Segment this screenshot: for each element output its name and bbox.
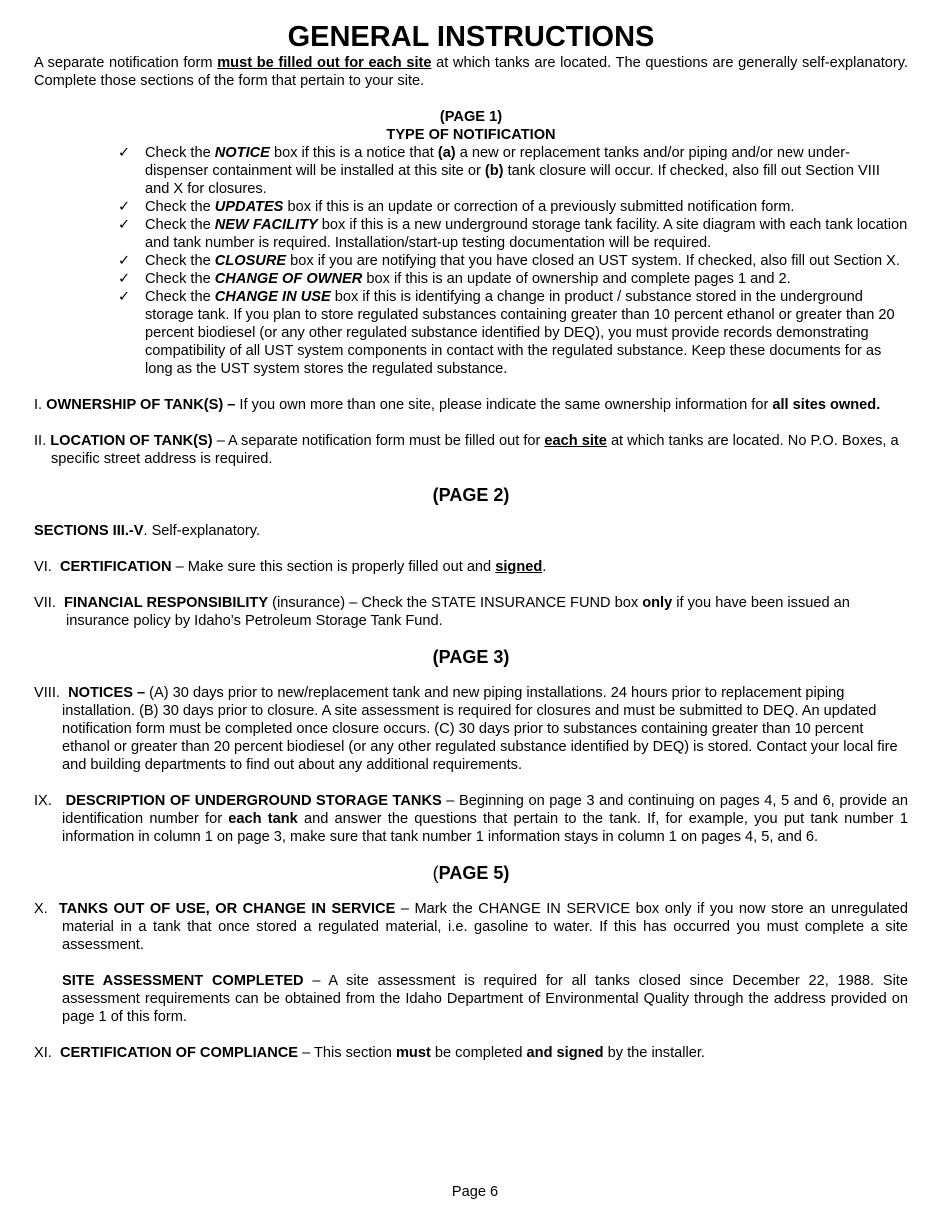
- section-certification-compliance: XI. CERTIFICATION OF COMPLIANCE – This section must be completed and signed by the installer.: [34, 1045, 705, 1061]
- page-title: GENERAL INSTRUCTIONS: [287, 21, 655, 53]
- check-change-in-use: ✓ Check the CHANGE IN USE box if this is identifying a change in product / substance stored in the underground storage tank. If you plan to store regulated substances containing greater than 10 percent ethanol or greater than 20 percent biodiesel (or any other regulated substance identified by DEQ), you must provide records demonstrating compatibility of all UST system components in contact with the regulated substance. Keep these documents for as long as the UST system stores the regulated substance.: [118, 289, 895, 377]
- check-notice: ✓ Check the NOTICE box if this is a notice that (a) a new or replacement tanks and/or piping and/or new under-dispenser containment will be installed at this site or (b) tank closure will occur. If checked, also fill out Section VIII and X for closures.: [118, 145, 880, 197]
- check-change-of-owner: ✓ Check the CHANGE OF OWNER box if this is an update of ownership and complete pages 1 and 2.: [118, 271, 791, 287]
- sections-3-5: SECTIONS III.-V. Self-explanatory.: [34, 523, 261, 539]
- section-notices: VIII. NOTICES – (A) 30 days prior to new/replacement tank and new piping installations. 24 hours prior to replacement piping installation. (B) 30 days prior to closure. A site assessment is required for closures and must be submitted to DEQ. An updated notification form must be completed once closure occurs. (C) 30 days prior to substances containing greater than 10 percent ethanol or greater than 20 percent biodiesel (or any other regulated substance identified by DEQ) is stored. Contact your local fire and building departments to find out about any additional requirements.: [34, 685, 898, 773]
- page2-heading: (PAGE 2): [432, 485, 510, 505]
- section-tank-description: IX. DESCRIPTION OF UNDERGROUND STORAGE TANKS – Beginning on page 3 and continuing on pages 4, 5 and 6, provide an identification number for each tank and answer the questions that pertain to the tank. If, for example, you put tank number 1 information in column 1 on page 3, make sure that tank number 1 information stays in column 1 on pages 4, 5, and 6.: [34, 793, 908, 845]
- check-updates: ✓ Check the UPDATES box if this is an update or correction of a previously submitted notification form.: [118, 199, 795, 215]
- notification-type-heading: TYPE OF NOTIFICATION: [386, 127, 556, 143]
- check-closure: ✓ Check the CLOSURE box if you are notifying that you have closed an UST system. If checked, also fill out Section X.: [118, 253, 900, 269]
- checkmark-icon: ✓: [118, 253, 131, 269]
- page1-label: (PAGE 1): [439, 109, 503, 125]
- notification-checklist: [34, 144, 908, 378]
- page-number: Page 6: [451, 1184, 499, 1200]
- section-financial-responsibility: VII. FINANCIAL RESPONSIBILITY (insurance) – Check the STATE INSURANCE FUND box only if you have been issued an insurance policy by Idaho’s Petroleum Storage Tank Fund.: [34, 595, 850, 629]
- page5-heading: (PAGE 5): [432, 863, 510, 883]
- checkmark-icon: ✓: [118, 217, 131, 233]
- document-page: [34, 20, 908, 1062]
- check-new-facility: ✓ Check the NEW FACILITY box if this is a new underground storage tank facility. A site diagram with each tank location and tank number is required. Installation/start-up testing documentation will be required.: [118, 217, 908, 251]
- checkmark-icon: ✓: [118, 145, 131, 161]
- checkmark-icon: ✓: [118, 199, 131, 215]
- section-location: II. LOCATION OF TANK(S) – A separate notification form must be filled out for each site at which tanks are located. No P.O. Boxes, a specific street address is required.: [34, 433, 899, 467]
- section-certification: VI. CERTIFICATION – Make sure this section is properly filled out and signed.: [34, 559, 547, 575]
- checkmark-icon: ✓: [118, 271, 131, 287]
- intro-paragraph: A separate notification form must be filled out for each site at which tanks are located. The questions are generally self-explanatory. Complete those sections of the form that pertain to your site.: [34, 55, 908, 89]
- page3-heading: (PAGE 3): [432, 647, 510, 667]
- section-ownership: I. OWNERSHIP OF TANK(S) – If you own more than one site, please indicate the same ownership information for all sites owned.: [34, 397, 881, 413]
- checkmark-icon: ✓: [118, 289, 131, 305]
- section-tanks-out-of-use: X. TANKS OUT OF USE, OR CHANGE IN SERVICE – Mark the CHANGE IN SERVICE box only if you now store an unregulated material in a tank that once stored a regulated material, i.e. gasoline to water. If this has occurred you must complete a site assessment.: [34, 901, 908, 953]
- site-assessment-completed: SITE ASSESSMENT COMPLETED – A site assessment is required for all tanks closed since December 22, 1988. Site assessment requirements can be obtained from the Idaho Department of Environmental Quality through the address provided on page 1 of this form.: [62, 973, 908, 1025]
